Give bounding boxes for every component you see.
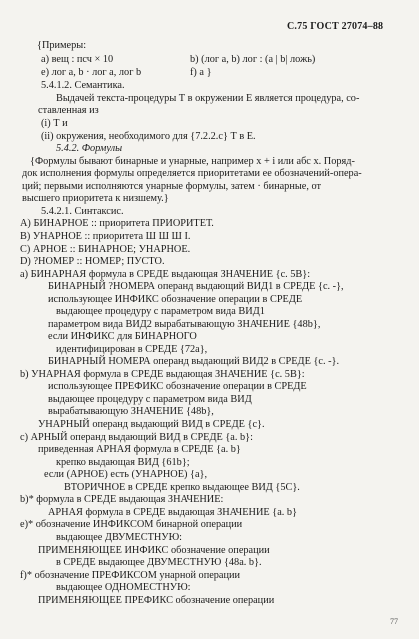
list-item-ii: (ii) окружения, необходимого для {7.2.2.c} Т в Е. — [41, 131, 256, 142]
para-text: док исполнения формулы определяется приоритетами ее обозначений-опера- — [22, 168, 362, 179]
rule-line: использующее ПРЕФИКС обозначение операции в СРЕДЕ — [48, 381, 307, 392]
rule-line: использующее ИНФИКС обозначение операции в СРЕДЕ — [48, 294, 303, 305]
rule-line: если (АРНОЕ) есть (УНАРНОЕ) {a}, — [44, 469, 208, 480]
rule-line: ВТОРИЧНОЕ в СРЕДЕ крепко выдающее ВИД {5C}. — [64, 482, 300, 493]
rule-line: выдающее процедуру с параметром вида ВИД1 — [56, 306, 265, 317]
rule-line: АРНАЯ формула в СРЕДЕ выдающая ЗНАЧЕНИЕ {a. b} — [48, 507, 298, 518]
page-number: 77 — [390, 617, 398, 626]
para-text: {Формулы бывают бинарные и унарные, например x + i или абс x. Поряд- — [30, 156, 355, 167]
rule-line: вырабатывающую ЗНАЧЕНИЕ {48b}, — [48, 406, 214, 417]
rule-line: ПРИМЕНЯЮЩЕЕ ИНФИКС обозначение операции — [38, 545, 270, 556]
rule-D: D) ?НОМЕР :: НОМЕР; ПУСТО. — [20, 256, 165, 267]
rule-line: идентифицирован в СРЕДЕ {72a}, — [56, 344, 208, 355]
rule-line: приведенная АРНАЯ формула в СРЕДЕ {a. b} — [38, 444, 241, 455]
rule-line: выдающее ОДНОМЕСТНУЮ: — [56, 582, 191, 593]
rule-line: БИНАРНЫЙ НОМЕРА операнд выдающий ВИД2 в СРЕДЕ {c. -}. — [48, 356, 340, 367]
para-text: ций; первыми исполняются унарные формулы, затем · бинарные, от — [22, 181, 321, 192]
examples-heading: {Примеры: — [37, 40, 87, 51]
rule-line: выдающее процедуру с параметром вида ВИД — [48, 394, 252, 405]
rule-b-star: b)* формула в СРЕДЕ выдающая ЗНАЧЕНИЕ: — [20, 494, 224, 505]
rule-line: крепко выдающая ВИД {61b}; — [56, 457, 190, 468]
rule-line: если ИНФИКС для БИНАРНОГО — [48, 331, 197, 342]
section-heading-formulas: 5.4.2. Формулы — [56, 143, 123, 154]
para-text: высшего приоритета к низшему.} — [22, 193, 169, 204]
para-text: ставленная из — [38, 105, 99, 116]
rule-b: b) УНАРНАЯ формула в СРЕДЕ выдающая ЗНАЧЕНИЕ {c. 5B}: — [20, 369, 305, 380]
example-e: e) лог а, b · лог а, лог b — [41, 67, 142, 78]
example-b: b) (лог а, b) лог : (a | b| ложь) — [190, 54, 316, 65]
rule-a: a) БИНАРНАЯ формула в СРЕДЕ выдающая ЗНАЧЕНИЕ {c. 5B}: — [20, 269, 311, 280]
page-header: С.75 ГОСТ 27074–88 — [287, 21, 384, 32]
rule-line: в СРЕДЕ выдающее ДВУМЕСТНУЮ {48a. b}. — [56, 557, 262, 568]
rule-line: БИНАРНЫЙ ?НОМЕРА операнд выдающий ВИД1 в СРЕДЕ {c. -}, — [48, 281, 344, 292]
rule-f-star: f)* обозначение ПРЕФИКСОМ унарной операции — [20, 570, 241, 581]
rule-A: A) БИНАРНОЕ :: приоритета ПРИОРИТЕТ. — [20, 218, 214, 229]
rule-line: параметром вида ВИД2 вырабатывающую ЗНАЧЕНИЕ {48b}, — [48, 319, 321, 330]
rule-c: c) АРНЫЙ операнд выдающий ВИД в СРЕДЕ {a. b}: — [20, 432, 253, 443]
list-item-i: (i) Т и — [41, 118, 68, 129]
rule-line: УНАРНЫЙ операнд выдающий ВИД в СРЕДЕ {c}. — [38, 419, 265, 430]
rule-line: ПРИМЕНЯЮЩЕЕ ПРЕФИКС обозначение операции — [38, 595, 275, 606]
section-5412: 5.4.1.2. Семантика. — [41, 80, 125, 91]
rule-line: выдающее ДВУМЕСТНУЮ: — [56, 532, 183, 543]
para-text: Выдачей текста-процедуры Т в окружении Е является процедура, со- — [56, 93, 360, 104]
example-a: a) вещ : псч × 10 — [41, 54, 114, 65]
rule-e-star: e)* обозначение ИНФИКСОМ бинарной операции — [20, 519, 243, 530]
rule-B: B) УНАРНОЕ :: приоритета Ш Ш Ш I. — [20, 231, 191, 242]
section-54211: 5.4.2.1. Синтаксис. — [41, 206, 124, 217]
example-f: f) а } — [190, 67, 212, 78]
rule-C: C) АРНОЕ :: БИНАРНОЕ; УНАРНОЕ. — [20, 244, 191, 255]
